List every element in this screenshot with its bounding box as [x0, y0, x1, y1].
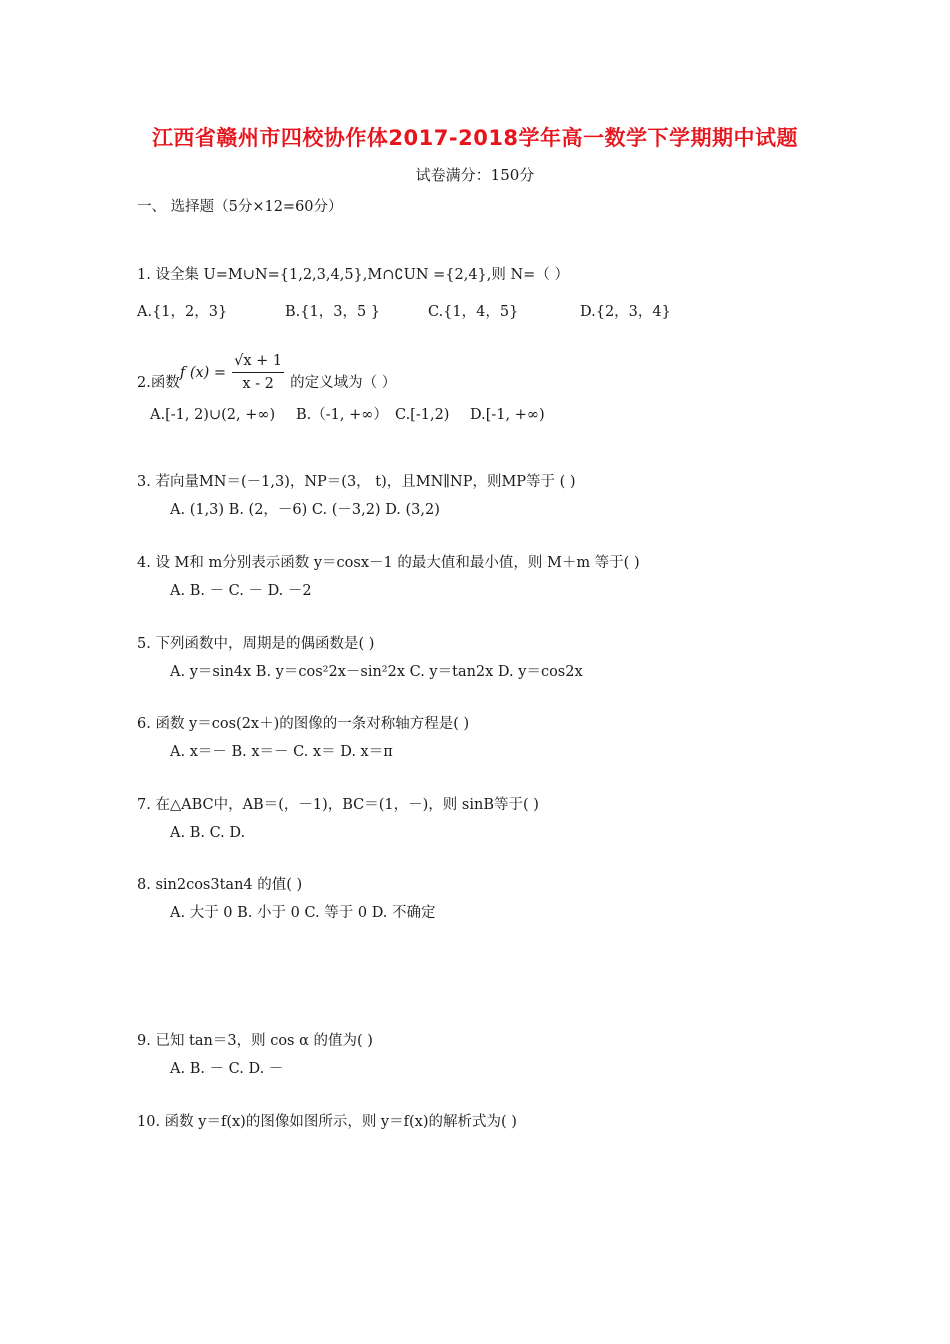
question-7: 7. 在△ABC中，AB＝(，－1)，BC＝(1，－)，则 sinB等于( ) — [137, 797, 539, 813]
question-10: 10. 函数 y＝f(x)的图像如图所示，则 y＝f(x)的解析式为( ) — [137, 1114, 517, 1130]
q2-denominator: x - 2 — [242, 376, 274, 392]
q1-option-a: A.{1，2，3} — [137, 304, 228, 320]
q1-option-d: D.{2，3，4} — [580, 304, 671, 320]
question-5: 5. 下列函数中，周期是的偶函数是( ) — [137, 636, 375, 652]
q2-fraction — [232, 350, 284, 395]
question-8: 8. sin2cos3tan4 的值( ) — [137, 877, 303, 893]
q2-suffix: 的定义域为（ ） — [290, 374, 397, 391]
question-4: 4. 设 M和 m分别表示函数 y＝cosx－1 的最大值和最小值，则 M＋m 等于( ) — [137, 555, 640, 571]
q2-numerator: √x + 1 — [232, 350, 284, 373]
q1-option-c: C.{1，4，5} — [428, 304, 519, 320]
question-1: 1. 设全集 U=M∪N={1,2,3,4,5},M∩∁UN ={2,4},则 N=（ ） — [137, 267, 569, 283]
q3-options: A. (1,3) B. (2，－6) C. (－3,2) D. (3,2) — [170, 502, 440, 518]
q9-options: A. B. － C. D. － — [170, 1061, 284, 1077]
page-title: 江西省赣州市四校协作体2017-2018学年高一数学下学期期中试题 — [151, 126, 799, 150]
q1-option-b: B.{1，3，5 } — [285, 304, 381, 320]
question-3: 3. 若向量MN＝(－1,3)，NP＝(3， t)，且MN∥NP，则MP等于 ( ) — [137, 474, 576, 490]
score-total: 试卷满分：150分 — [415, 166, 535, 184]
q2-option-c: C.[-1,2) — [395, 407, 450, 423]
q4-options: A. B. － C. － D. －2 — [170, 583, 312, 599]
q6-options: A. x＝－ B. x＝－ C. x＝ D. x＝π — [170, 744, 393, 760]
question-2 — [137, 350, 396, 395]
q2-option-b: B.（-1, +∞） — [296, 407, 388, 423]
question-6: 6. 函数 y＝cos(2x＋)的图像的一条对称轴方程是( ) — [137, 716, 470, 732]
section-heading: 一、 选择题（5分×12=60分） — [137, 199, 343, 215]
q2-function: f (x) = — [179, 364, 227, 381]
q8-options: A. 大于 0 B. 小于 0 C. 等于 0 D. 不确定 — [170, 905, 436, 921]
q5-options: A. y＝sin4x B. y＝cos²2x－sin²2x C. y＝tan2x D. y＝cos2x — [170, 664, 583, 680]
q2-option-a: A.[-1, 2)∪(2, +∞) — [150, 407, 276, 423]
question-9: 9. 已知 tan＝3，则 cos α 的值为( ) — [137, 1033, 373, 1049]
q2-prefix: 2.函数 — [137, 374, 180, 391]
q7-options: A. B. C. D. — [170, 825, 246, 841]
q2-option-d: D.[-1, +∞) — [470, 407, 545, 423]
